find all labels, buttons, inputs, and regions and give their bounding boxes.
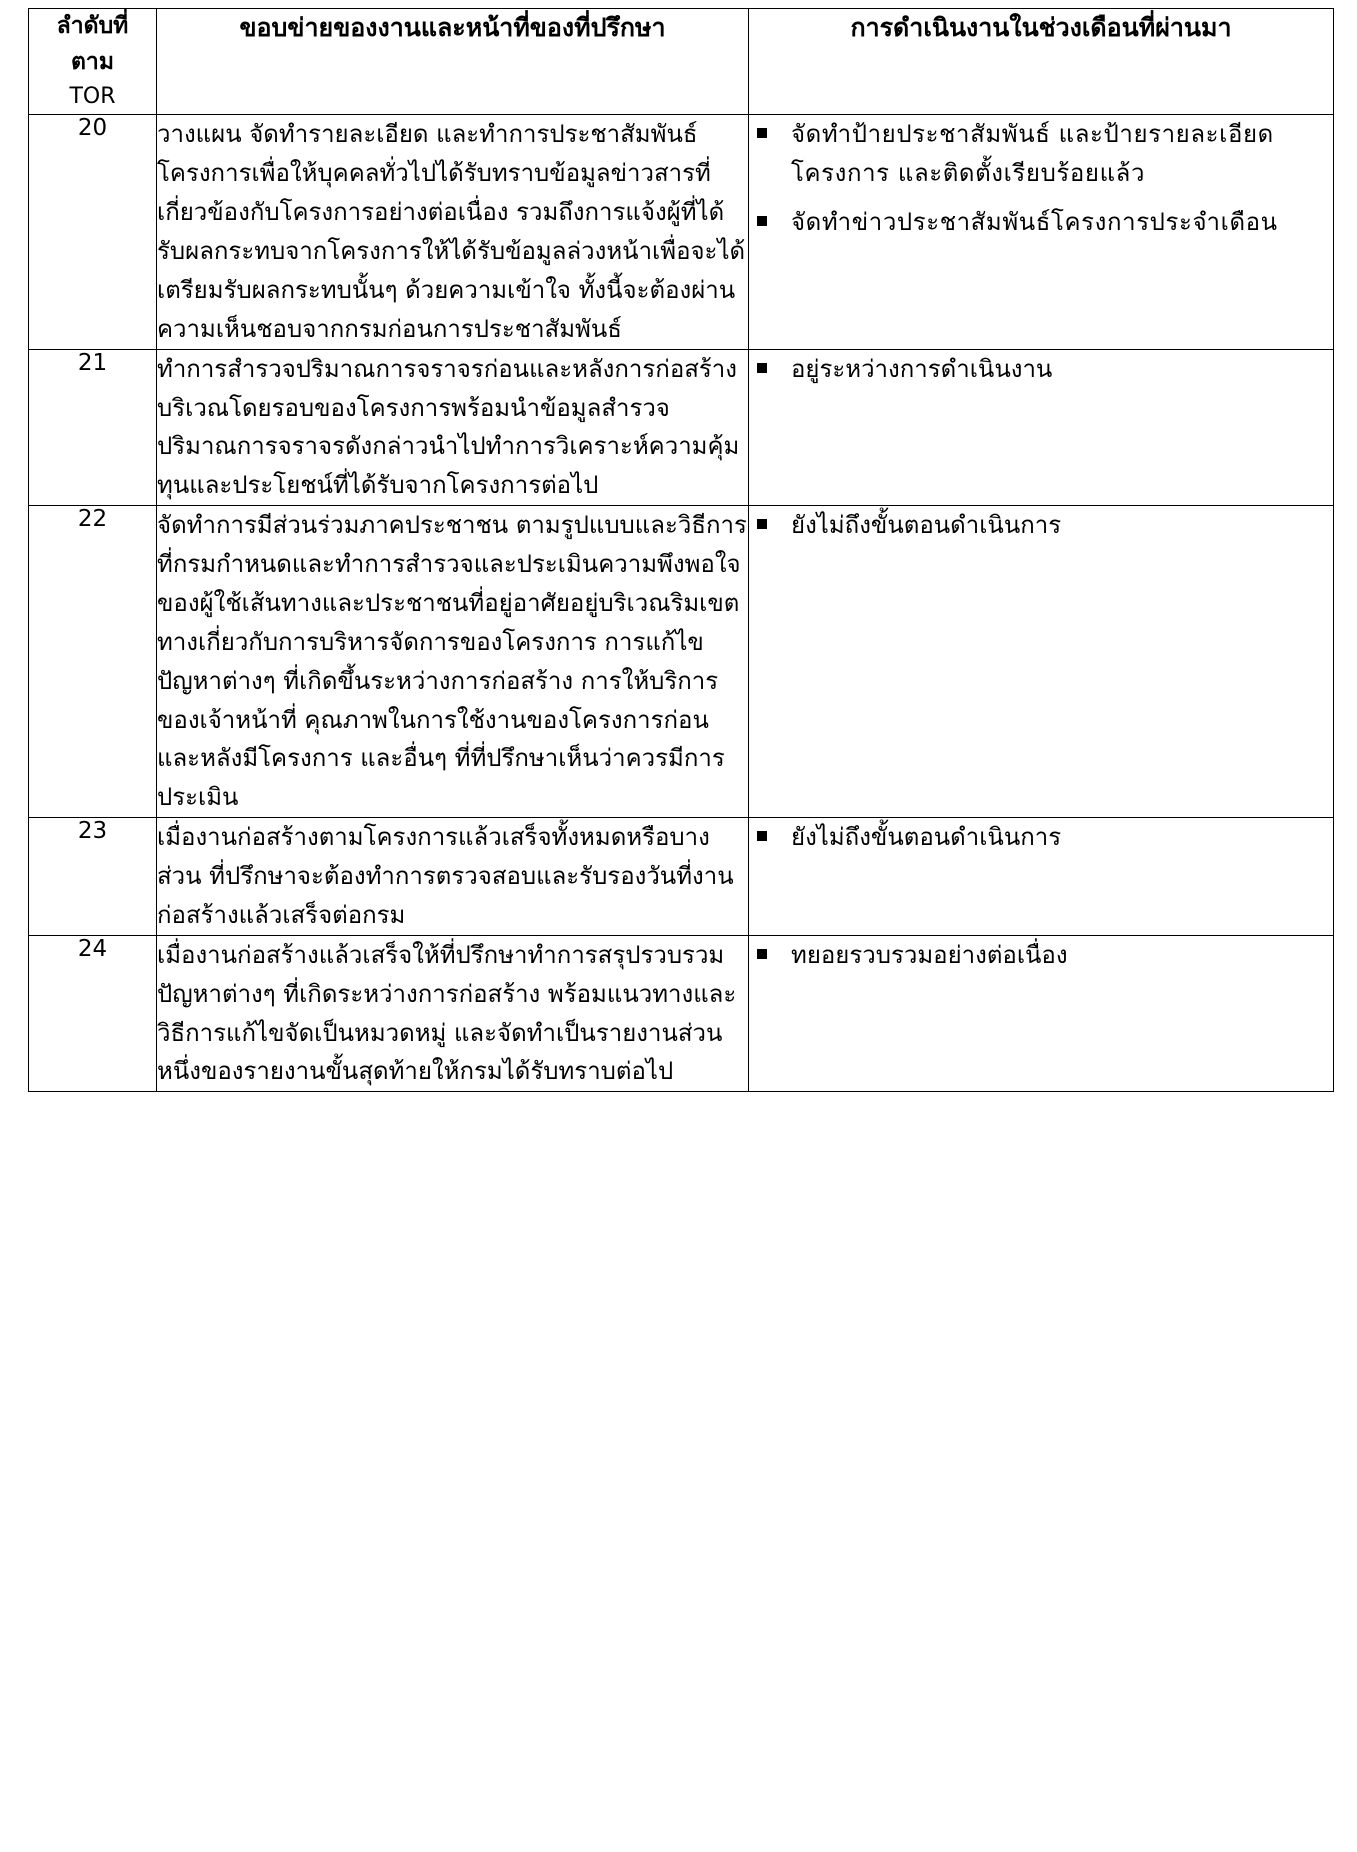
list-item: ยังไม่ถึงขั้นตอนดำเนินการ: [749, 818, 1333, 857]
list-item: อยู่ระหว่างการดำเนินงาน: [749, 350, 1333, 389]
tor-scope-table: [28, 8, 1334, 1092]
row-progress: [749, 349, 1334, 506]
progress-bullet-list: [749, 936, 1333, 975]
row-no: 23: [29, 818, 157, 936]
row-scope: จัดทำการมีส่วนร่วมภาคประชาชน ตามรูปแบบและวิธีการที่กรมกำหนดและทำการสำรวจและประเมินความพึงพอใจของผู้ใช้เส้นทางและประชาชนที่อยู่อาศัยอยู่บริเวณริมเขตทางเกี่ยวกับการบริหารจัดการของโครงการ การแก้ไขปัญหาต่างๆ ที่เกิดขึ้นระหว่างการก่อสร้าง การให้บริการของเจ้าหน้าที่ คุณภาพในการใช้งานของโครงการก่อนและหลังมีโครงการ และอื่นๆ ที่ที่ปรึกษาเห็นว่าควรมีการประเมิน: [157, 506, 749, 818]
table-row: [29, 506, 1334, 818]
column-header-no: [29, 9, 157, 115]
row-no: 21: [29, 349, 157, 506]
column-header-no-line1: ลำดับที่: [56, 13, 129, 39]
table-row: [29, 349, 1334, 506]
table-row: [29, 818, 1334, 936]
column-header-no-line2: ตาม: [70, 48, 114, 75]
progress-bullet-list: [749, 350, 1333, 389]
row-no: 24: [29, 935, 157, 1092]
row-progress: [749, 115, 1334, 349]
column-header-scope: ขอบข่ายของงานและหน้าที่ของที่ปรึกษา: [157, 9, 749, 115]
progress-bullet-list: [749, 115, 1333, 242]
table-header: [29, 9, 1334, 115]
row-progress: [749, 818, 1334, 936]
row-progress: [749, 506, 1334, 818]
row-scope: เมื่องานก่อสร้างตามโครงการแล้วเสร็จทั้งหมดหรือบางส่วน ที่ปรึกษาจะต้องทำการตรวจสอบและรับรองวันที่งานก่อสร้างแล้วเสร็จต่อกรม: [157, 818, 749, 936]
progress-bullet-list: [749, 818, 1333, 857]
row-scope: เมื่องานก่อสร้างแล้วเสร็จให้ที่ปรึกษาทำการสรุปรวบรวมปัญหาต่างๆ ที่เกิดระหว่างการก่อสร้าง พร้อมแนวทางและวิธีการแก้ไขจัดเป็นหมวดหมู่ และจัดทำเป็นรายงานส่วนหนึ่งของรายงานขั้นสุดท้ายให้กรมได้รับทราบต่อไป: [157, 935, 749, 1092]
table-body: [29, 115, 1334, 1092]
row-no: 20: [29, 115, 157, 349]
table-row: [29, 935, 1334, 1092]
progress-bullet-list: [749, 506, 1333, 545]
row-scope: ทำการสำรวจปริมาณการจราจรก่อนและหลังการก่อสร้างบริเวณโดยรอบของโครงการพร้อมนำข้อมูลสำรวจปริมาณการจราจรดังกล่าวนำไปทำการวิเคราะห์ความคุ้มทุนและประโยชน์ที่ได้รับจากโครงการต่อไป: [157, 349, 749, 506]
list-item: ทยอยรวบรวมอย่างต่อเนื่อง: [749, 936, 1333, 975]
row-scope: วางแผน จัดทำรายละเอียด และทำการประชาสัมพันธ์โครงการเพื่อให้บุคคลทั่วไปได้รับทราบข้อมูลข่าวสารที่เกี่ยวข้องกับโครงการอย่างต่อเนื่อง รวมถึงการแจ้งผู้ที่ได้รับผลกระทบจากโครงการให้ได้รับข้อมูลล่วงหน้าเพื่อจะได้เตรียมรับผลกระทบนั้นๆ ด้วยความเข้าใจ ทั้งนี้จะต้องผ่านความเห็นชอบจากกรมก่อนการประชาสัมพันธ์: [157, 115, 749, 349]
list-item: จัดทำป้ายประชาสัมพันธ์ และป้ายรายละเอียดโครงการ และติดตั้งเรียบร้อยแล้ว: [749, 115, 1333, 193]
list-item: ยังไม่ถึงขั้นตอนดำเนินการ: [749, 506, 1333, 545]
column-header-no-line3: TOR: [69, 84, 116, 110]
row-no: 22: [29, 506, 157, 818]
table-row: [29, 115, 1334, 349]
list-item: จัดทำข่าวประชาสัมพันธ์โครงการประจำเดือน: [749, 203, 1333, 242]
table-header-row: [29, 9, 1334, 115]
row-progress: [749, 935, 1334, 1092]
column-header-progress: การดำเนินงานในช่วงเดือนที่ผ่านมา: [749, 9, 1334, 115]
